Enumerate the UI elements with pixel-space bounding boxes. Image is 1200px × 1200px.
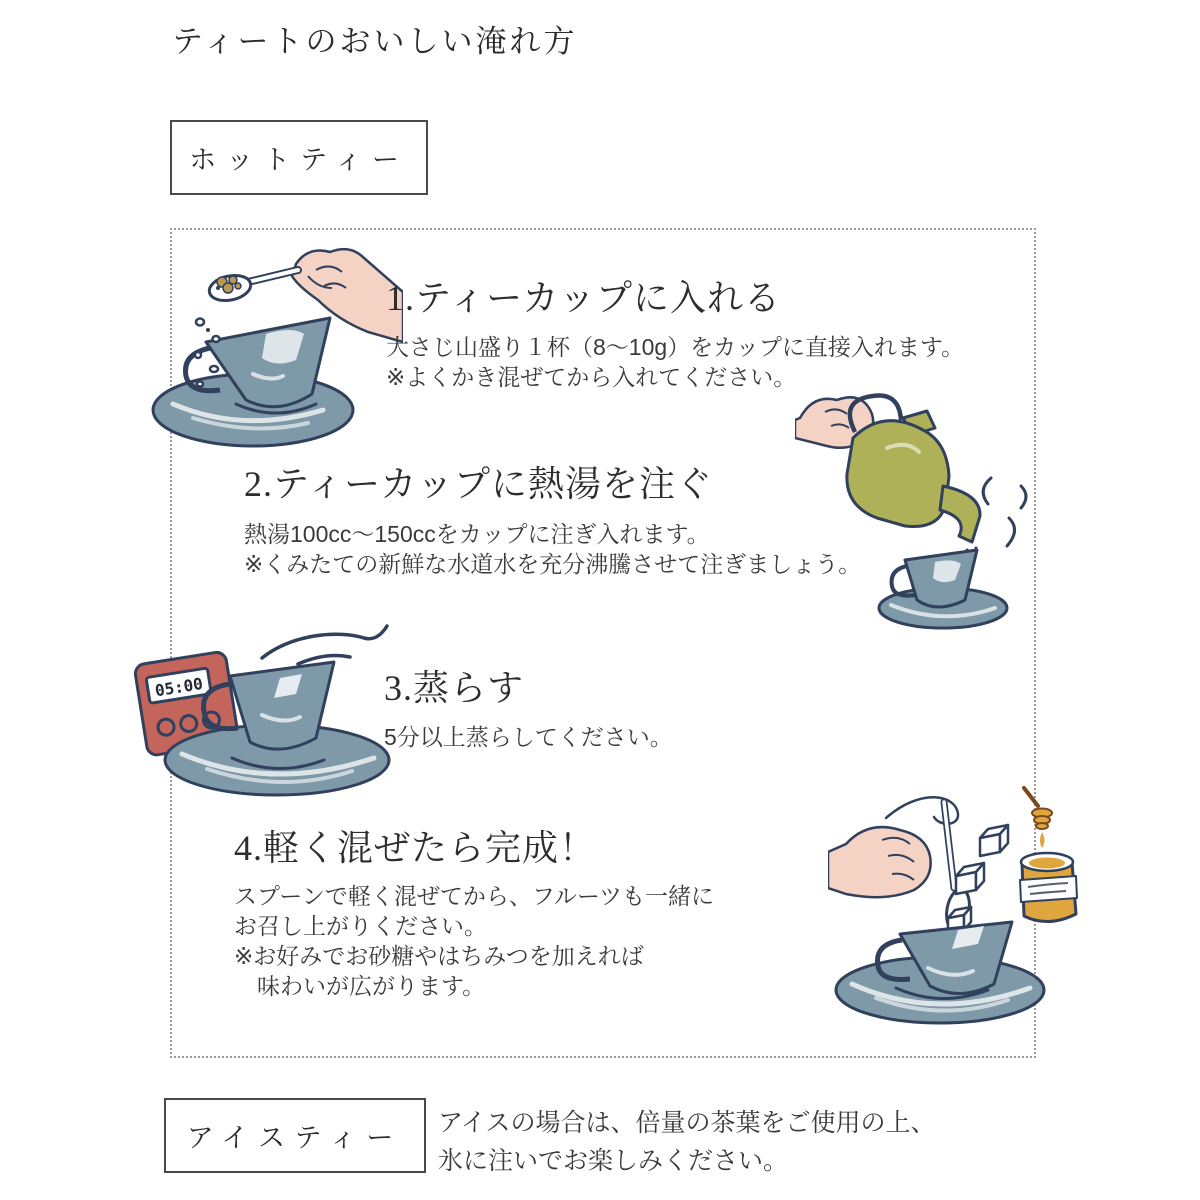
step4-body <box>234 881 714 1001</box>
step1-line2: ※よくかき混ぜてから入れてください。 <box>386 364 797 390</box>
step4-line3: ※お好みでお砂糖やはちみつを加えれば <box>234 943 644 969</box>
page-title: ティートのおいしい淹れ方 <box>172 24 578 59</box>
step1-line1: 大さじ山盛り１杯（8～10g）をカップに直接入れます。 <box>386 334 965 360</box>
hot-tea-label-box <box>170 120 428 195</box>
ice-tea-label-box <box>164 1098 426 1173</box>
step4-line4: 味わいが広がります。 <box>234 973 486 999</box>
spoon-icon <box>207 270 298 304</box>
step2-body <box>244 519 861 579</box>
ice-tea-label: アイスティー <box>186 1123 404 1153</box>
timer-and-steeping-cup-illustration <box>112 618 397 803</box>
stir-spoon-sugar-honey-illustration <box>828 782 1080 1030</box>
step4-line1: スプーンで軽く混ぜてから、フルーツも一緒に <box>234 883 715 909</box>
spoon-tea-into-cup-illustration <box>148 242 403 452</box>
ice-tea-line1: アイスの場合は、倍量の茶葉をご使用の上、 <box>438 1109 936 1137</box>
step3-heading: 3.蒸らす <box>384 668 525 708</box>
kettle-pour-hot-water-illustration <box>795 390 1035 635</box>
step2-line1: 熱湯100cc～150ccをカップに注ぎ入れます。 <box>244 521 710 547</box>
step3-body <box>384 722 673 752</box>
honey-jar-icon <box>1020 853 1077 922</box>
hand-icon <box>828 827 931 897</box>
step1-body <box>386 332 964 392</box>
step2-heading: 2.ティーカップに熱湯を注ぐ <box>244 464 714 504</box>
teacup-icon <box>879 550 1007 628</box>
step4-heading: 4.軽く混ぜたら完成！ <box>234 828 597 868</box>
ice-tea-note <box>438 1104 936 1180</box>
step3-line1: 5分以上蒸らしてください。 <box>384 724 673 750</box>
lid-steam-swoosh-icon <box>262 626 387 664</box>
step4-line2: お召し上がりください。 <box>234 913 487 939</box>
steam-icon <box>983 478 1026 546</box>
hot-tea-label: ホットティー <box>189 145 409 175</box>
honey-dipper-icon <box>1024 788 1052 848</box>
step1-heading: 1.ティーカップに入れる <box>386 278 782 318</box>
step2-line2: ※くみたての新鮮な水道水を充分沸騰させて注ぎましょう。 <box>244 551 862 577</box>
timer-display: 05:00 <box>153 673 205 701</box>
sugar-cubes-icon <box>948 825 1008 933</box>
ice-tea-line2: 氷に注いでお楽しみください。 <box>438 1147 789 1175</box>
